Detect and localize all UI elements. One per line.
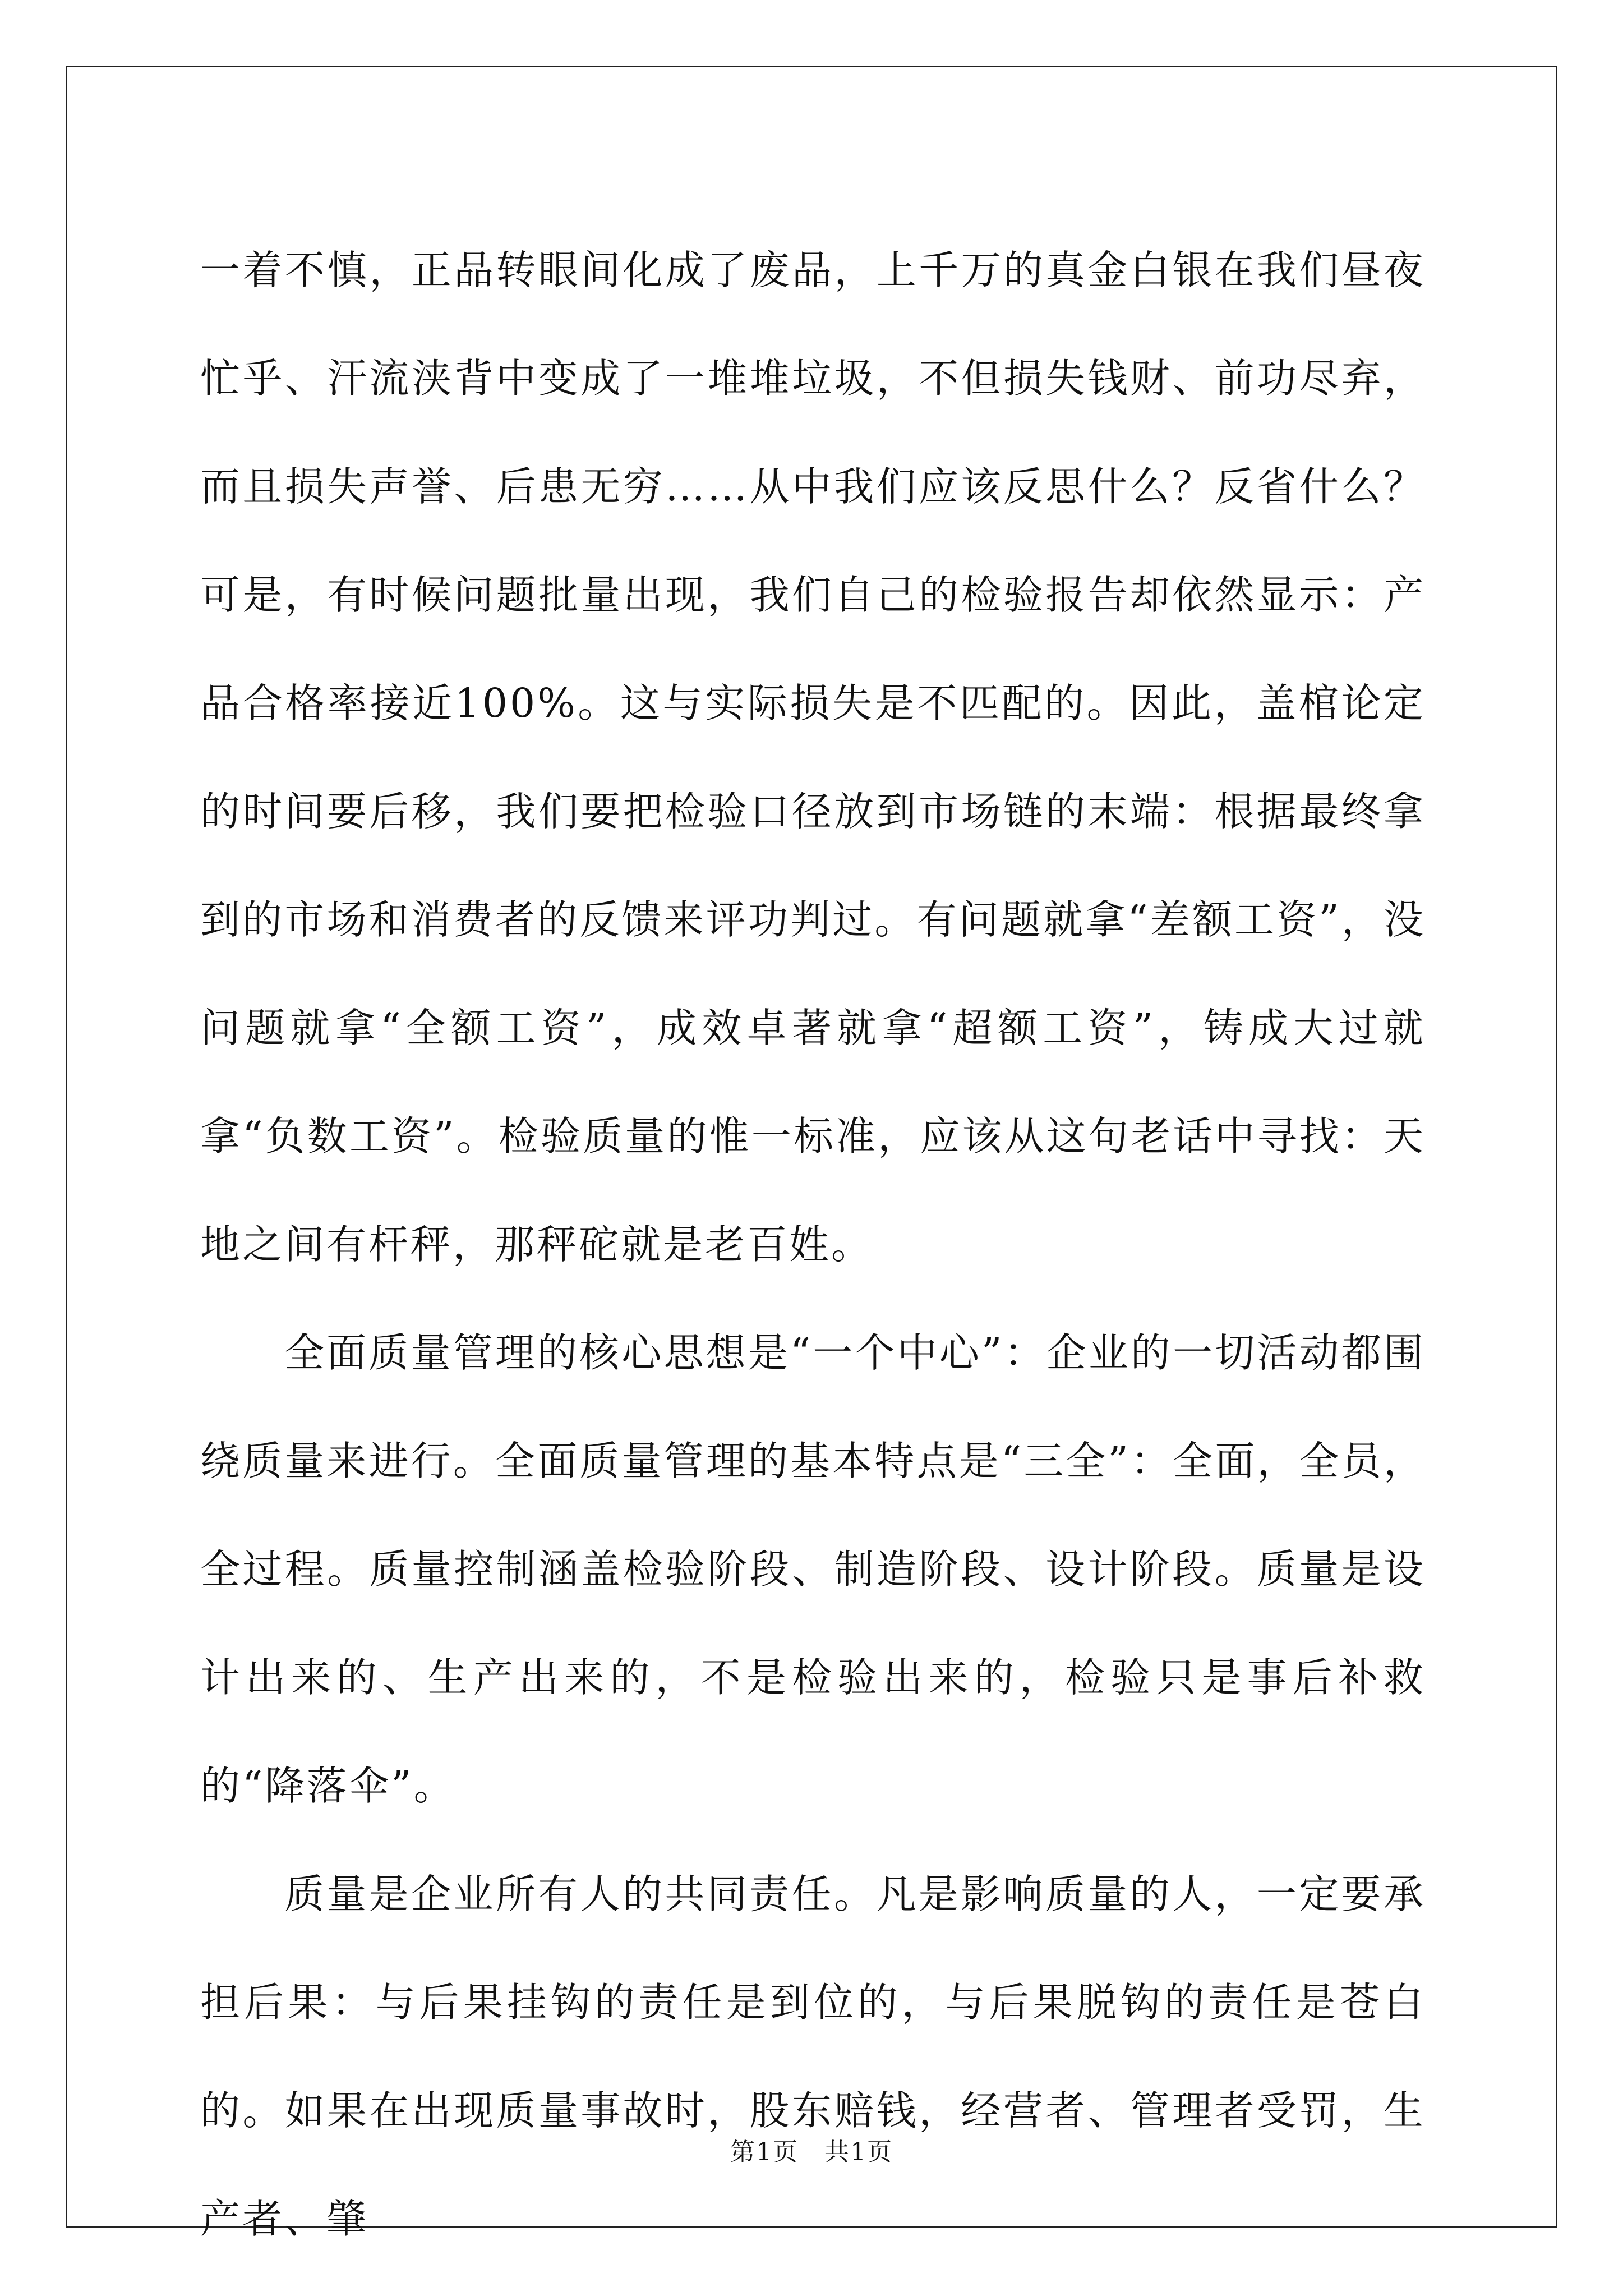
page-number-footer: 第1页 共1页: [730, 2138, 893, 2166]
paragraph-1: 一着不慎，正品转眼间化成了废品，上千万的真金白银在我们昼夜忙乎、汗流浃背中变成了一堆堆垃圾，不但损失钱财、前功尽弃，而且损失声誉、后患无穷……从中我们应该反思什么？反省什么？可是，有时候问题批量出现，我们自己的检验报告却依然显示：产品合格率接近100%。这与实际损失是不匹配的。因此，盖棺论定的时间要后移，我们要把检验口径放到市场链的末端：根据最终拿到的市场和消费者的反馈来评功判过。有问题就拿“差额工资”，没问题就拿“全额工资”，成效卓著就拿“超额工资”，铸成大过就拿“负数工资”。检验质量的惟一标准，应该从这句老话中寻找：天地之间有杆秤，那秤砣就是老百姓。: [200, 247, 1426, 1268]
paragraph-3: 质量是企业所有人的共同责任。凡是影响质量的人，一定要承担后果：与后果挂钩的责任是到位的，与后果脱钩的责任是苍白的。如果在出现质量事故时，股东赔钱，经营者、管理者受罚，生产者、肇: [200, 1871, 1426, 2242]
paragraph-2: 全面质量管理的核心思想是“一个中心”：企业的一切活动都围绕质量来进行。全面质量管理的基本特点是“三全”：全面，全员，全过程。质量控制涵盖检验阶段、制造阶段、设计阶段。质量是设计出来的、生产出来的，不是检验出来的，检验只是事后补救的“降落伞”。: [200, 1329, 1426, 1809]
document-body: [200, 216, 1426, 2273]
